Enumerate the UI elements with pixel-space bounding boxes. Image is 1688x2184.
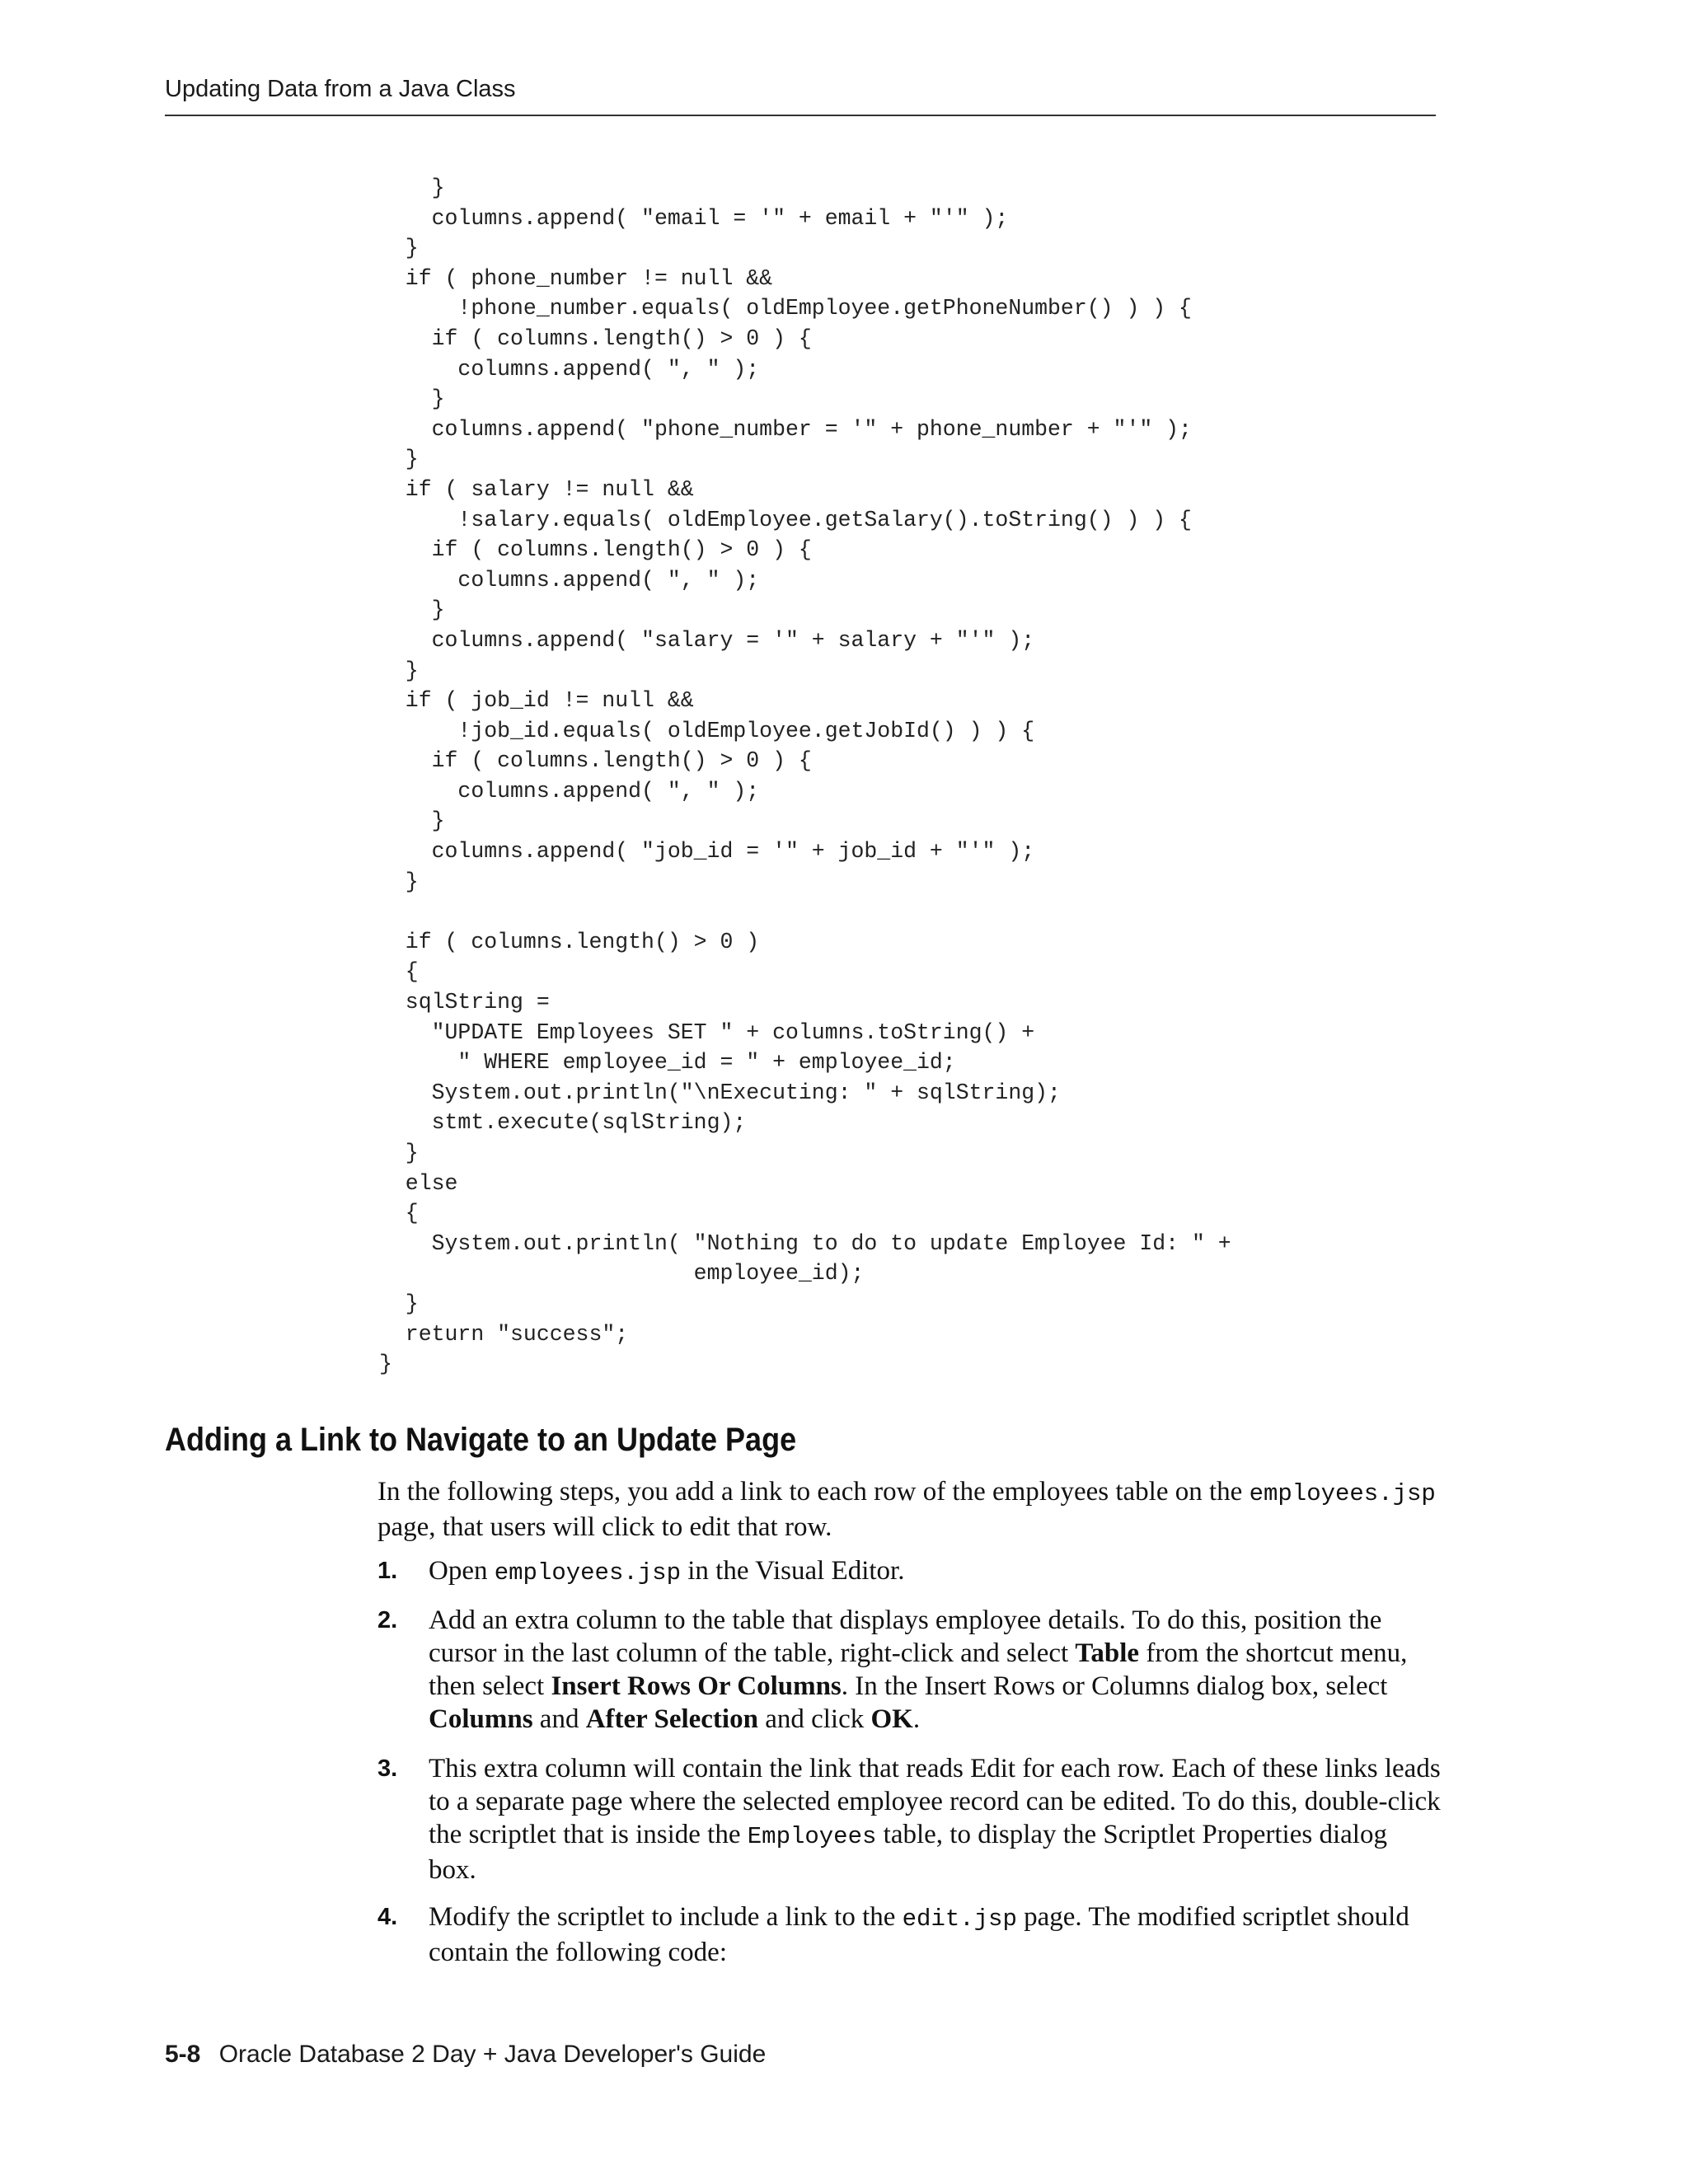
text-run: page, that users will click to edit that row. <box>377 1512 832 1542</box>
step-2 <box>377 1604 1441 1736</box>
step-number: 3. <box>377 1755 398 1782</box>
running-head: Updating Data from a Java Class <box>165 76 516 102</box>
code-line: } <box>379 1291 419 1316</box>
step-text <box>429 1752 1441 1886</box>
text-run: Open <box>429 1556 495 1586</box>
code-line: { <box>379 1201 419 1226</box>
code-line: else <box>379 1170 458 1196</box>
code-line: if ( columns.length() > 0 ) { <box>379 537 812 563</box>
text-run: Modify the scriptlet to include a link to the <box>429 1902 903 1932</box>
ui-term: Insert Rows Or Columns <box>551 1671 842 1701</box>
code-line: columns.append( "salary = '" + salary + "'" ); <box>379 627 1035 653</box>
text-run: . In the Insert Rows or Columns dialog box, select <box>841 1671 1388 1701</box>
text-run: Add an extra column to the table that displays employee details. To do this, position the cursor in the last column of the table, right-click and select <box>429 1605 1382 1668</box>
code-line: columns.append( "email = '" + email + "'" ); <box>379 205 1009 231</box>
step-number: 4. <box>377 1904 398 1930</box>
step-1 <box>377 1554 1441 1590</box>
text-run: and click <box>757 1704 871 1734</box>
inline-code: employees.jsp <box>494 1559 681 1586</box>
code-line: } <box>379 658 419 683</box>
ui-term: Table <box>1075 1638 1140 1668</box>
text-run: and <box>532 1704 586 1734</box>
text-run: page. The modified scriptlet should contain the following code: <box>429 1902 1409 1967</box>
code-line: !salary.equals( oldEmployee.getSalary().toString() ) ) { <box>379 507 1192 532</box>
code-line: } <box>379 598 445 623</box>
ui-term: After Selection <box>585 1704 758 1734</box>
ui-term: Columns <box>429 1704 533 1734</box>
inline-code: edit.jsp <box>902 1905 1017 1933</box>
code-line: if ( phone_number != null && <box>379 265 773 291</box>
code-line: if ( columns.length() > 0 ) { <box>379 326 812 351</box>
code-line: System.out.println( "Nothing to do to update Employee Id: " + <box>379 1230 1231 1256</box>
inline-code: Employees <box>747 1823 877 1850</box>
code-line: sqlString = <box>379 990 550 1015</box>
code-line: } <box>379 1352 392 1377</box>
step-3 <box>377 1752 1441 1886</box>
code-line: columns.append( ", " ); <box>379 356 760 382</box>
code-line: " WHERE employee_id = " + employee_id; <box>379 1050 956 1076</box>
page-footer <box>165 2041 766 2069</box>
code-line: } <box>379 447 419 472</box>
code-line: if ( columns.length() > 0 ) <box>379 929 760 954</box>
code-line: } <box>379 236 419 261</box>
code-line <box>379 897 1231 927</box>
text-run: This extra column will contain the link that reads Edit for each row. Each of these links leads to a separate page where the selected employee record can be edited. To do this, double-click the scriptlet that is inside the <box>429 1754 1441 1849</box>
code-line: { <box>379 959 419 985</box>
section-heading: Adding a Link to Navigate to an Update Page <box>165 1422 797 1458</box>
code-line: } <box>379 869 419 894</box>
code-line: "UPDATE Employees SET " + columns.toString() + <box>379 1019 1035 1045</box>
inline-code: employees.jsp <box>1249 1480 1436 1507</box>
step-number: 2. <box>377 1607 398 1633</box>
step-text <box>429 1604 1441 1736</box>
code-line: !job_id.equals( oldEmployee.getJobId() ) ) { <box>379 718 1035 743</box>
code-line: if ( salary != null && <box>379 476 694 502</box>
book-title: Oracle Database 2 Day + Java Developer's Guide <box>218 2041 767 2068</box>
code-line: if ( columns.length() > 0 ) { <box>379 748 812 774</box>
code-line: columns.append( ", " ); <box>379 778 760 804</box>
code-line: System.out.println("\nExecuting: " + sqlString); <box>379 1080 1061 1105</box>
code-line: columns.append( "phone_number = '" + phone_number + "'" ); <box>379 416 1192 442</box>
header-rule <box>165 115 1436 116</box>
step-4 <box>377 1900 1441 1969</box>
code-line: if ( job_id != null && <box>379 688 694 714</box>
text-run: in the Visual Editor. <box>680 1556 905 1586</box>
ui-term: OK <box>870 1704 913 1734</box>
intro-paragraph <box>377 1475 1441 1544</box>
code-listing <box>379 173 1231 1380</box>
code-line: } <box>379 387 445 412</box>
code-line: columns.append( "job_id = '" + job_id + "'" ); <box>379 839 1035 865</box>
step-number: 1. <box>377 1558 398 1584</box>
text-run: . <box>912 1704 921 1734</box>
code-line: employee_id); <box>379 1261 865 1286</box>
code-line: } <box>379 1141 419 1165</box>
step-text <box>429 1554 1441 1590</box>
code-line: !phone_number.equals( oldEmployee.getPhoneNumber() ) ) { <box>379 296 1192 321</box>
page-number: 5-8 <box>165 2041 201 2068</box>
step-text <box>429 1900 1441 1969</box>
code-line: columns.append( ", " ); <box>379 567 760 593</box>
text-run: In the following steps, you add a link to each row of the employees table on the <box>377 1477 1250 1507</box>
code-line: } <box>379 176 445 200</box>
text-run: from the shortcut menu, then select <box>429 1638 1408 1701</box>
code-line: return "success"; <box>379 1321 629 1347</box>
code-line: } <box>379 808 445 834</box>
text-run: table, to display the Scriptlet Properties dialog box. <box>429 1820 1387 1885</box>
code-line: stmt.execute(sqlString); <box>379 1110 747 1136</box>
